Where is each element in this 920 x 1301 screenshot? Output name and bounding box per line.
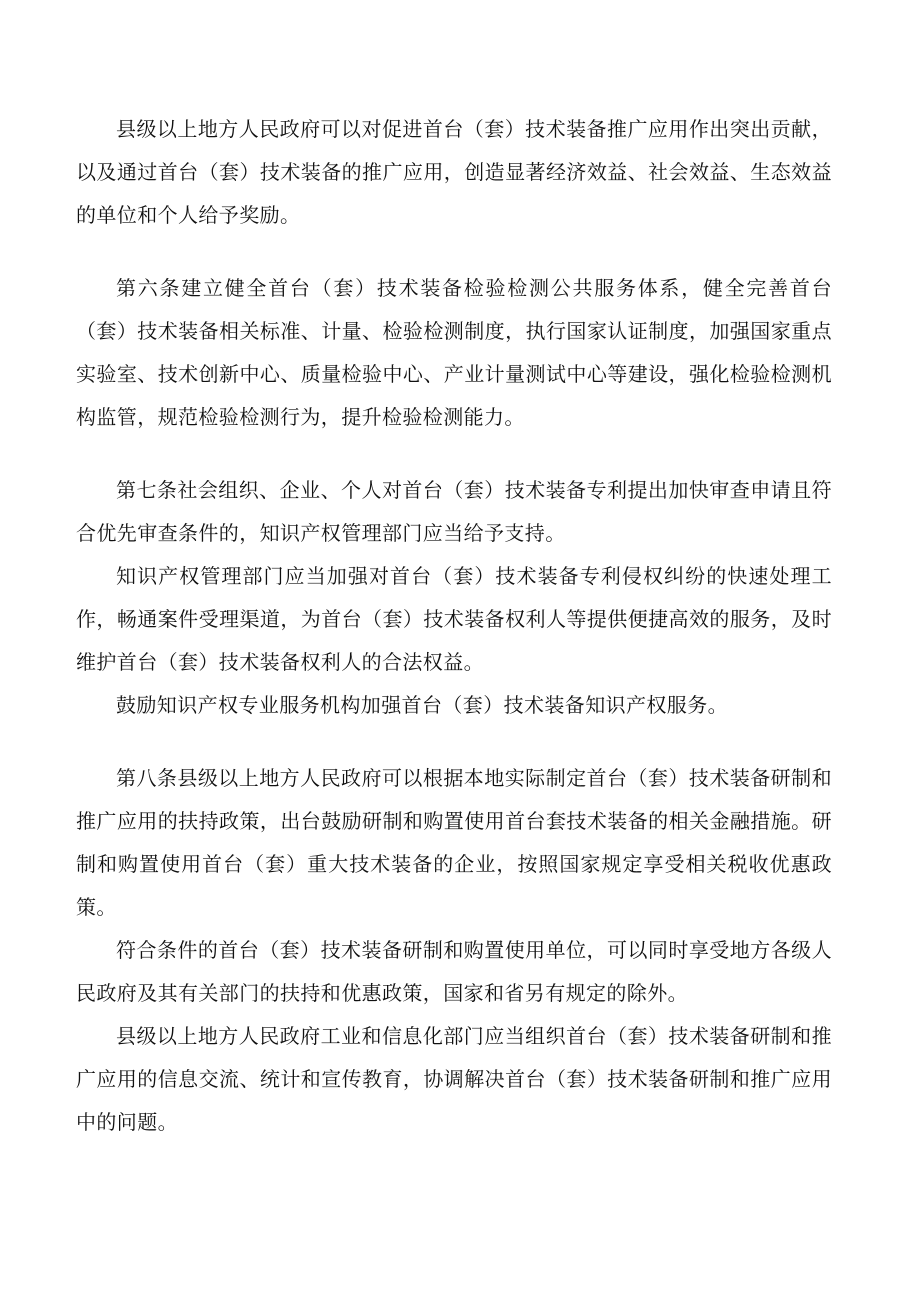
paragraph-gap [76, 727, 832, 757]
paragraph-article-7: 第七条社会组织、企业、个人对首台（套）技术装备专利提出加快审查申请且符合优先审查条件的，知识产权管理部门应当给予支持。 [76, 478, 832, 545]
paragraph-reward: 县级以上地方人民政府可以对促进首台（套）技术装备推广应用作出突出贡献，以及通过首台（套）技术装备的推广应用，创造显著经济效益、社会效益、生态效益的单位和个人给予奖励。 [76, 117, 832, 227]
paragraph-ip-dispute: 知识产权管理部门应当加强对首台（套）技术装备专利侵权纠纷的快速处理工作，畅通案件受理渠道，为首台（套）技术装备权利人等提供便捷高效的服务，及时维护首台（套）技术装备权利人的合法权益。 [76, 564, 832, 674]
paragraph-gap [76, 439, 832, 469]
paragraph-eligible-units: 符合条件的首台（套）技术装备研制和购置使用单位，可以同时享受地方各级人民政府及其有关部门的扶持和优惠政策，国家和省另有规定的除外。 [76, 938, 832, 1005]
paragraph-article-8: 第八条县级以上地方人民政府可以根据本地实际制定首台（套）技术装备研制和推广应用的扶持政策，出台鼓励研制和购置使用首台套技术装备的相关金融措施。研制和购置使用首台（套）重大技术装备的企业，按照国家规定享受相关税收优惠政策。 [76, 766, 832, 919]
paragraph-ip-service: 鼓励知识产权专业服务机构加强首台（套）技术装备知识产权服务。 [116, 693, 728, 717]
paragraph-industry-department: 县级以上地方人民政府工业和信息化部门应当组织首台（套）技术装备研制和推广应用的信息交流、统计和宣传教育，协调解决首台（套）技术装备研制和推广应用中的问题。 [76, 1024, 832, 1134]
paragraph-article-6: 第六条建立健全首台（套）技术装备检验检测公共服务体系，健全完善首台（套）技术装备相关标准、计量、检验检测制度，执行国家认证制度，加强国家重点实验室、技术创新中心、质量检验中心、产业计量测试中心等建设，强化检验检测机构监管，规范检验检测行为，提升检验检测能力。 [76, 276, 832, 429]
document-body [76, 108, 832, 1144]
paragraph-gap [76, 237, 832, 267]
